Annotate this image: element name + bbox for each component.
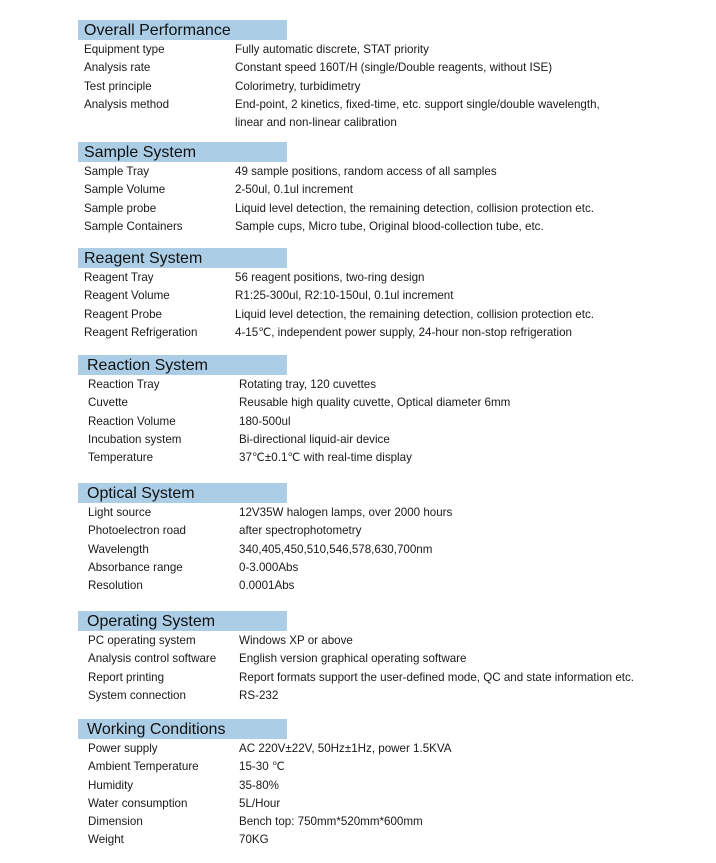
- spec-value: 12V35W halogen lamps, over 2000 hours: [239, 506, 453, 519]
- spec-value: 70KG: [239, 833, 269, 847]
- spec-label: Dimension: [88, 815, 143, 829]
- spec-value: 340,405,450,510,546,578,630,700nm: [239, 542, 433, 556]
- spec-row: [78, 577, 678, 595]
- spec-row: [78, 831, 678, 849]
- spec-row: [78, 306, 678, 324]
- spec-value: 56 reagent positions, two-ring design: [235, 271, 425, 284]
- spec-label: Resolution: [88, 579, 143, 593]
- spec-label: Wavelength: [88, 542, 149, 556]
- spec-value: 0-3.000Abs: [239, 560, 299, 574]
- spec-value: AC 220V±22V, 50Hz±1Hz, power 1.5KVA: [239, 742, 452, 755]
- spec-value: 180-500ul: [239, 414, 291, 428]
- spec-label: System connection: [88, 688, 186, 702]
- spec-label: Reaction Tray: [88, 378, 160, 391]
- spec-label: Analysis rate: [84, 61, 151, 75]
- spec-row: [78, 218, 678, 236]
- section-title: Overall Performance: [78, 20, 287, 40]
- spec-label: Sample Containers: [84, 219, 183, 233]
- section-operating-system: [78, 611, 678, 705]
- section-reagent-system: [78, 248, 678, 342]
- spec-row: [78, 449, 678, 467]
- spec-value: Sample cups, Micro tube, Original blood-collection tube, etc.: [235, 219, 544, 233]
- spec-row: [78, 181, 678, 199]
- spec-row: [78, 163, 678, 181]
- spec-value: Report formats support the user-defined mode, QC and state information etc.: [239, 670, 635, 684]
- spec-value: linear and non-linear calibration: [235, 116, 397, 130]
- spec-value: Windows XP or above: [239, 634, 353, 647]
- spec-label: Reaction Volume: [88, 414, 176, 428]
- spec-row: [78, 376, 678, 394]
- section-title: Operating System: [78, 611, 287, 631]
- spec-row: [78, 287, 678, 305]
- spec-value: Liquid level detection, the remaining detection, collision protection etc.: [235, 201, 594, 215]
- spec-value: after spectrophotometry: [239, 524, 362, 538]
- spec-label: Photoelectron road: [88, 524, 186, 538]
- spec-row: [78, 413, 678, 431]
- section-title: Reaction System: [78, 355, 287, 375]
- spec-value: 37℃±0.1℃ with real-time display: [239, 451, 412, 465]
- spec-label: Reagent Refrigeration: [84, 325, 198, 339]
- section-sample-system: [78, 142, 678, 236]
- spec-row: [78, 559, 678, 577]
- spec-row: [78, 813, 678, 831]
- spec-label: Report printing: [88, 670, 165, 684]
- spec-label: Sample Volume: [84, 183, 166, 197]
- spec-value: 0.0001Abs: [239, 579, 295, 593]
- section-title: Sample System: [78, 142, 287, 162]
- spec-row: [78, 114, 678, 132]
- spec-row: [78, 504, 678, 522]
- spec-label: Equipment type: [84, 43, 165, 56]
- spec-value: 4-15℃, independent power supply, 24-hour non-stop refrigeration: [235, 325, 572, 339]
- spec-row: [78, 795, 678, 813]
- spec-label: Analysis method: [84, 97, 170, 111]
- spec-row: [78, 269, 678, 287]
- spec-row: [78, 200, 678, 218]
- spec-row: [78, 777, 678, 795]
- spec-value: English version graphical operating software: [239, 652, 467, 666]
- spec-row: [78, 522, 678, 540]
- spec-row: [78, 78, 678, 96]
- spec-label: Weight: [88, 833, 124, 847]
- spec-label: Light source: [88, 506, 152, 519]
- spec-label: Cuvette: [88, 396, 128, 410]
- spec-label: Sample Tray: [84, 165, 150, 178]
- spec-value: Constant speed 160T/H (single/Double reagents, without ISE): [235, 61, 553, 75]
- spec-row: [78, 758, 678, 776]
- spec-label: PC operating system: [88, 634, 196, 647]
- spec-value: Liquid level detection, the remaining detection, collision protection etc.: [235, 307, 594, 321]
- spec-label: Humidity: [88, 778, 134, 792]
- section-working-conditions: [78, 719, 678, 850]
- spec-value: 49 sample positions, random access of all samples: [235, 165, 497, 178]
- spec-label: Reagent Volume: [84, 289, 170, 303]
- spec-label: Reagent Probe: [84, 307, 162, 321]
- spec-row: [78, 687, 678, 705]
- spec-row: [78, 41, 678, 59]
- spec-label: Analysis control software: [88, 652, 217, 666]
- spec-row: [78, 632, 678, 650]
- spec-label: Absorbance range: [88, 560, 183, 574]
- spec-value: R1:25-300ul, R2:10-150ul, 0.1ul increment: [235, 289, 454, 303]
- section-reaction-system: [78, 355, 678, 467]
- spec-value: Reusable high quality cuvette, Optical diameter 6mm: [239, 396, 511, 410]
- spec-row: [78, 740, 678, 758]
- spec-value: Fully automatic discrete, STAT priority: [235, 43, 429, 56]
- section-optical-system: [78, 483, 678, 595]
- spec-row: [78, 669, 678, 687]
- spec-value: Bi-directional liquid-air device: [239, 432, 390, 446]
- section-title: Optical System: [78, 483, 287, 503]
- spec-row: [78, 96, 678, 114]
- spec-value: 35-80%: [239, 778, 279, 792]
- section-title: Working Conditions: [78, 719, 287, 739]
- spec-value: 2-50ul, 0.1ul increment: [235, 183, 353, 197]
- spec-label: Water consumption: [88, 796, 188, 810]
- spec-value: Bench top: 750mm*520mm*600mm: [239, 815, 423, 829]
- spec-value: 5L/Hour: [239, 796, 281, 810]
- spec-value: RS-232: [239, 688, 279, 702]
- spec-row: [78, 394, 678, 412]
- spec-label: Temperature: [88, 451, 154, 465]
- spec-label: Reagent Tray: [84, 271, 154, 284]
- spec-row: [78, 431, 678, 449]
- spec-row: [78, 650, 678, 668]
- spec-row: [78, 541, 678, 559]
- spec-label: Power supply: [88, 742, 158, 755]
- spec-value: Colorimetry, turbidimetry: [235, 79, 361, 93]
- spec-label: Incubation system: [88, 432, 182, 446]
- spec-row: [78, 59, 678, 77]
- spec-value: End-point, 2 kinetics, fixed-time, etc. support single/double wavelength,: [235, 97, 600, 111]
- spec-value: 15-30 ℃: [239, 760, 285, 774]
- spec-label: Test principle: [84, 79, 152, 93]
- spec-value: Rotating tray, 120 cuvettes: [239, 378, 377, 391]
- spec-row: [78, 324, 678, 342]
- spec-label: Sample probe: [84, 201, 157, 215]
- section-overall-performance: [78, 20, 678, 132]
- spec-label: Ambient Temperature: [88, 760, 199, 774]
- section-title: Reagent System: [78, 248, 287, 268]
